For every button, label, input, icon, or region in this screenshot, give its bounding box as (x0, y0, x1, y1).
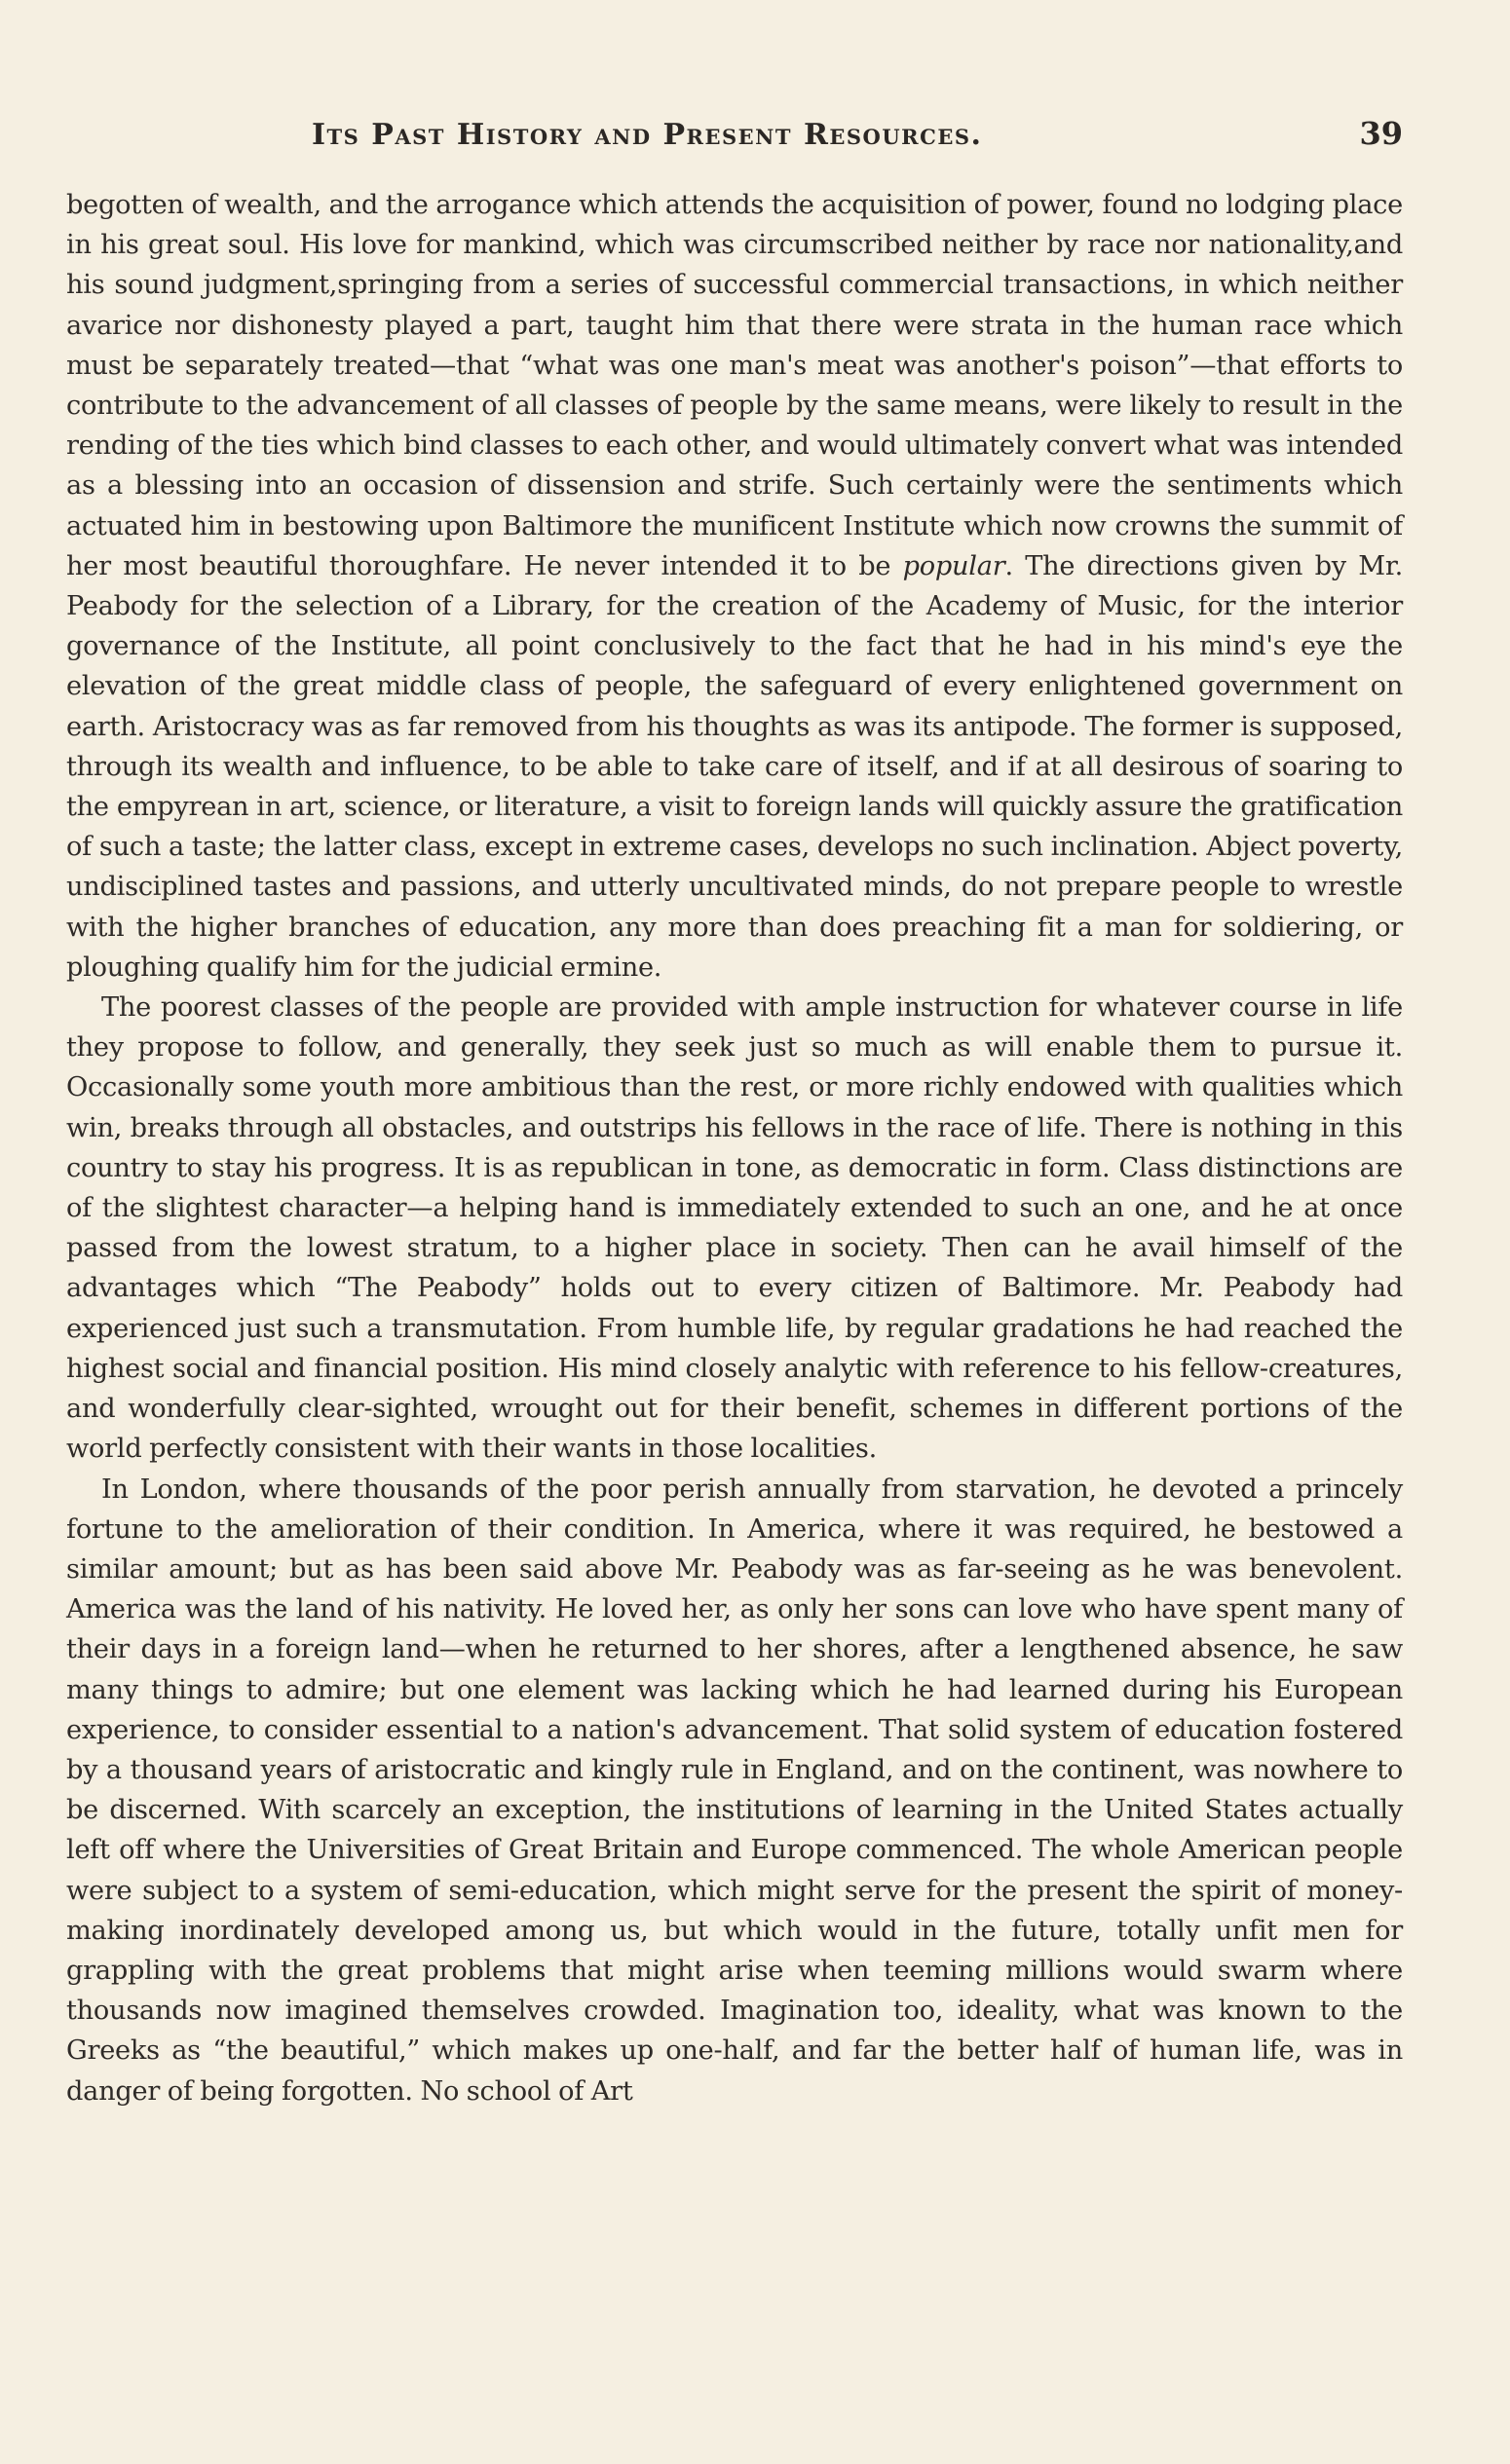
paragraph-2: The poorest classes of the people are provided with ample instruction for whatever course in life they propose to follow, and generally, they seek just so much as will enable them to pursue it. Occasionally some youth more ambitious than the rest, or more richly endowed with qualities which win, breaks through all obstacles, and outstrips his fellows in the race of life. There is nothing in this country to stay his progress. It is as republican in tone, as democratic in form. Class distinctions are of the slightest character—a helping hand is immediately extended to such an one, and he at once passed from the lowest stratum, to a higher place in society. Then can he avail himself of the advantages which “The Peabody” holds out to every citizen of Baltimore. Mr. Peabody had experienced just such a transmutation. From humble life, by regular gradations he had reached the highest social and financial position. His mind closely analytic with reference to his fellow-creatures, and wonderfully clear-sighted, wrought out for their benefit, schemes in different portions of the world perfectly consistent with their wants in those localities. (66, 992, 1403, 1465)
paragraph-1-text-a: begotten of wealth, and the arrogance which attends the acquisition of power, found no lodging place in his great soul. His love for mankind, which was circumscribed neither by race nor nationality,and his sound judgment,springing from a series of successful commercial transactions, in which neither avarice nor dishonesty played a part, taught him that there were strata in the human race which must be separately treated—that “what was one man's meat was another's poison”—that efforts to contribute to the advancement of all classes of people by the same means, were likely to result in the rending of the ties which bind classes to each other, and would ultimately convert what was intended as a blessing into an occasion of dissension and strife. Such certainly were the sentiments which actuated him in bestowing upon Baltimore the munificent Institute which now crowns the summit of her most beautiful thoroughfare. He never intended it to be (66, 190, 1403, 581)
paragraph-1 (66, 185, 1403, 988)
running-head (312, 115, 1403, 169)
paragraph-1-text-b: . The directions given by Mr. Peabody for the selection of a Library, for the creation of the Academy of Music, for the interior governance of the Institute, all point conclusively to the fact that he had in his mind's eye the elevation of the great middle class of people, the safeguard of every enlightened government on earth. Aristocracy was as far removed from his thoughts as was its antipode. The former is supposed, through its wealth and influence, to be able to take care of itself, and if at all desirous of soaring to the empyrean in art, science, or literature, a visit to foreign lands will quickly assure the gratification of such a taste; the latter class, except in extreme cases, develops no such inclination. Abject poverty, undisciplined tastes and passions, and utterly uncultivated minds, do not prepare people to wrestle with the higher branches of education, any more than does preaching fit a man for soldiering, or ploughing qualify him for the judicial ermine. (66, 550, 1403, 983)
body-text (66, 185, 1403, 2279)
emphasis-popular: popular (902, 550, 1005, 581)
page-number: 39 (1359, 115, 1403, 152)
running-title: Its Past History and Present Resources. (312, 118, 983, 152)
paragraph-3: In London, where thousands of the poor perish annually from starvation, he devoted a princely fortune to the amelioration of their condition. In America, where it was required, he bestowed a similar amount; but as has been said above Mr. Peabody was as far-seeing as he was benevolent. America was the land of his nativity. He loved her, as only her sons can love who have spent many of their days in a foreign land—when he returned to her shores, after a lengthened absence, he saw many things to admire; but one element was lacking which he had learned during his European experience, to consider essential to a nation's advancement. That solid system of education fostered by a thousand years of aristocratic and kingly rule in England, and on the continent, was nowhere to be discerned. With scarcely an exception, the institutions of learning in the United States actually left off where the Universities of Great Britain and Europe commenced. The whole American people were subject to a system of semi-education, which might serve for the present the spirit of money-making inordinately developed among us, but which would in the future, totally unfit men for grappling with the great problems that might arise when teeming millions would swarm where thousands now imagined themselves crowded. Imagination too, ideality, what was known to the Greeks as “the beautiful,” which makes up one-half, and far the better half of human life, was in danger of being forgotten. No school of Art (66, 1474, 1403, 2107)
